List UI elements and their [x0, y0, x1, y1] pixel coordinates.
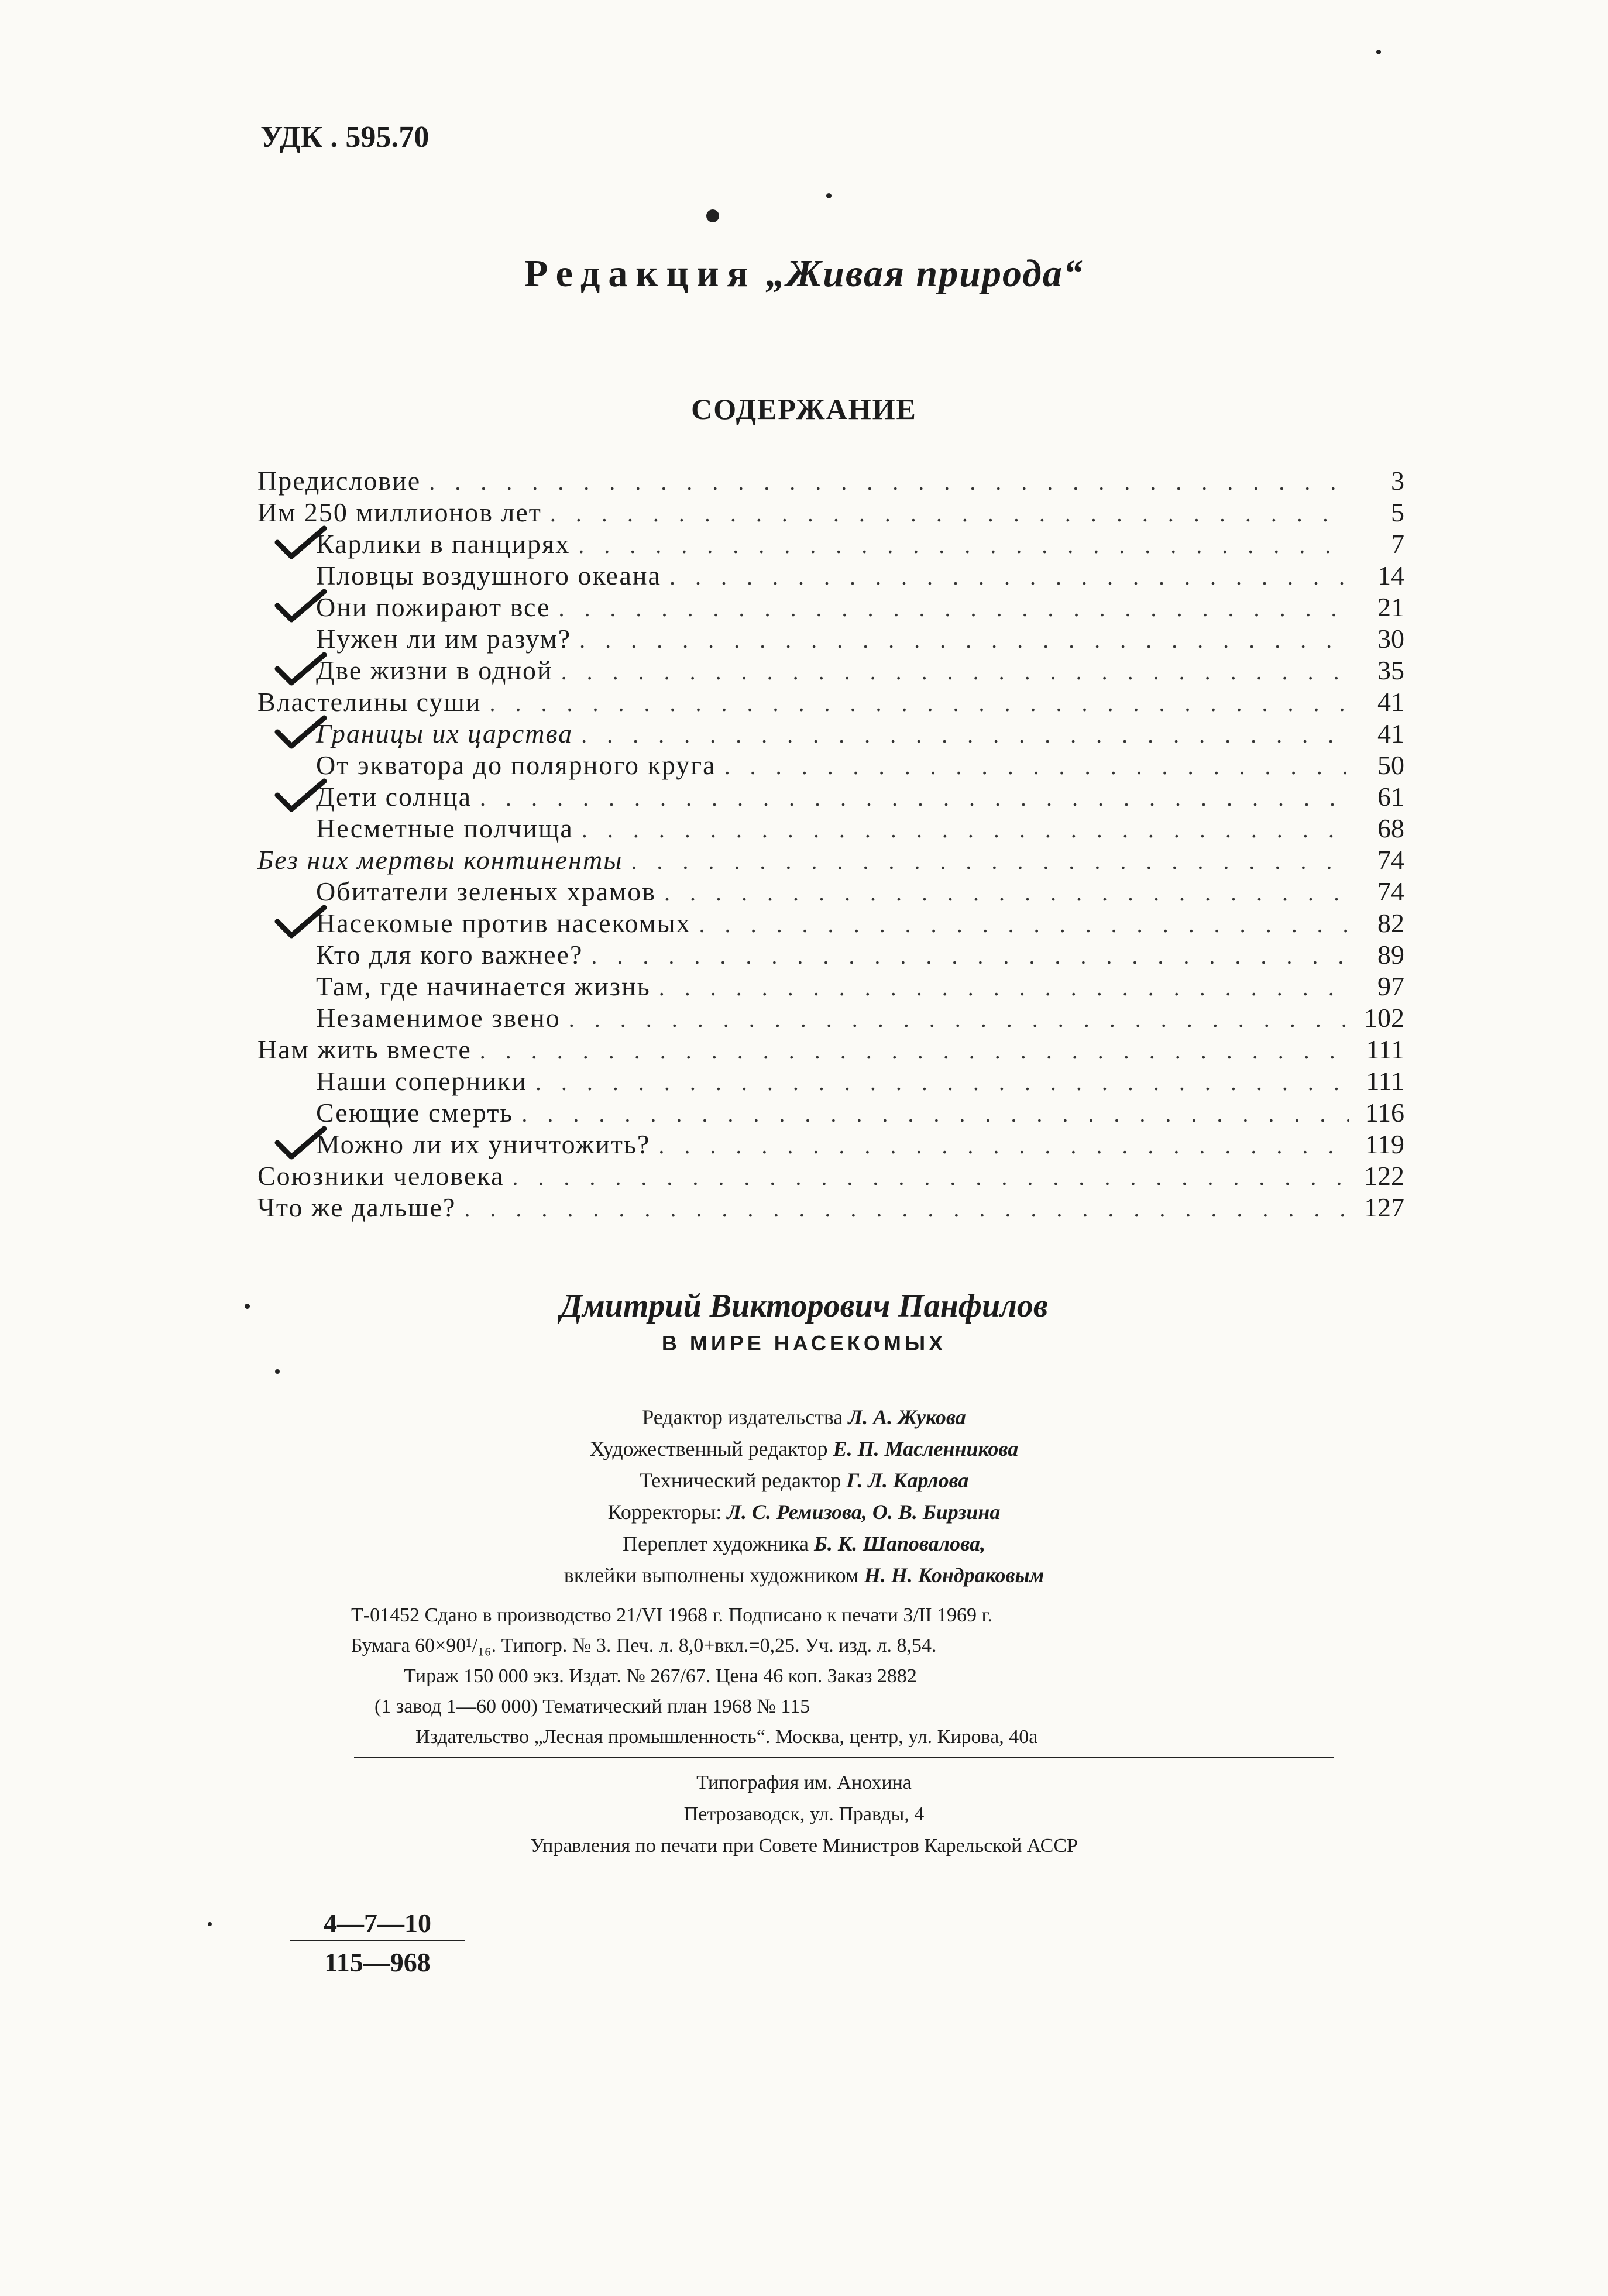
- edition-prefix: Редакция: [524, 252, 757, 295]
- toc-entry: [257, 592, 1404, 623]
- ink-speck: [208, 1922, 212, 1926]
- toc-entry-title: Предисловие: [257, 466, 421, 496]
- toc-entry-title: Границы их царства: [316, 719, 573, 748]
- toc-entry-title: Две жизни в одной: [316, 655, 553, 685]
- imprint-divider: [354, 1757, 1334, 1758]
- toc-entry: [257, 1065, 1404, 1097]
- toc-entry-page: 119: [1365, 1129, 1404, 1159]
- toc-entry: [257, 655, 1404, 686]
- toc-entry: [257, 718, 1404, 750]
- toc-entry-title: Можно ли их уничтожить?: [316, 1129, 651, 1159]
- toc-entry-title: Нам жить вместе: [257, 1034, 472, 1064]
- toc-entry: [257, 1160, 1404, 1192]
- ink-dot: [706, 209, 719, 222]
- toc-entry-page: 127: [1364, 1192, 1404, 1222]
- toc-entry: [257, 971, 1404, 1002]
- toc-entry-page: 89: [1377, 940, 1404, 970]
- toc-leader-dots: [578, 530, 1349, 561]
- credit-line: [0, 1401, 1608, 1433]
- credit-line: [0, 1433, 1608, 1465]
- table-of-contents: [257, 465, 1404, 1223]
- toc-leader-dots: [489, 688, 1349, 719]
- toc-entry-page: 74: [1377, 845, 1404, 875]
- handwritten-checkmark-icon: [274, 714, 327, 750]
- toc-entry: [257, 560, 1404, 592]
- toc-entry: [257, 623, 1404, 655]
- toc-entry: [257, 750, 1404, 781]
- toc-entry-page: 82: [1377, 908, 1404, 938]
- toc-entry-title: Обитатели зеленых храмов: [316, 877, 656, 906]
- toc-entry-page: 14: [1377, 561, 1404, 590]
- credit-role: вклейки выполнены художником: [564, 1563, 859, 1587]
- edition-heading: [0, 252, 1608, 296]
- toc-entry-title: Кто для кого важнее?: [316, 940, 583, 970]
- toc-entry-title: Наши соперники: [316, 1066, 527, 1096]
- toc-leader-dots: [429, 466, 1349, 498]
- toc-entry-page: 111: [1366, 1066, 1404, 1096]
- imprint-line: Издательство „Лесная промышленность“. Москва, центр, ул. Кирова, 40а: [415, 1726, 1038, 1748]
- toc-entry-title: Им 250 миллионов лет: [257, 497, 542, 527]
- toc-leader-dots: [561, 656, 1349, 688]
- toc-entry-title: Карлики в панцирях: [316, 529, 571, 559]
- printer-block: [0, 1767, 1608, 1862]
- toc-entry-title: Дети солнца: [316, 782, 472, 812]
- index-code: [290, 1905, 465, 1981]
- author-name: Дмитрий Викторович Панфилов: [560, 1288, 1048, 1324]
- ink-speck: [826, 193, 832, 198]
- toc-entry-title: Властелины суши: [257, 687, 482, 717]
- toc-entry-page: 68: [1377, 813, 1404, 843]
- toc-entry: [257, 1034, 1404, 1065]
- toc-leader-dots: [535, 1067, 1349, 1098]
- toc-entry: [257, 781, 1404, 813]
- toc-entry-page: 122: [1364, 1161, 1404, 1191]
- toc-entry-title: Незаменимое звено: [316, 1003, 561, 1033]
- credit-role: Художественный редактор: [589, 1437, 828, 1460]
- toc-entry-page: 97: [1377, 971, 1404, 1001]
- toc-entry-page: 3: [1391, 466, 1404, 496]
- handwritten-checkmark-icon: [274, 525, 327, 560]
- toc-entry: [257, 1097, 1404, 1129]
- toc-entry: [257, 876, 1404, 908]
- toc-leader-dots: [480, 1035, 1349, 1067]
- handwritten-checkmark-icon: [274, 904, 327, 939]
- toc-entry: [257, 844, 1404, 876]
- credit-person: Л. А. Жукова: [848, 1405, 966, 1429]
- imprint-line: Тираж 150 000 экз. Издат. № 267/67. Цена 46 коп. Заказ 2882: [404, 1665, 917, 1687]
- toc-leader-dots: [664, 877, 1349, 909]
- printer-line: Типография им. Анохина: [696, 1772, 912, 1793]
- toc-leader-dots: [480, 782, 1349, 814]
- toc-entry-title: Там, где начинается жизнь: [316, 971, 651, 1001]
- credit-line: [0, 1559, 1608, 1591]
- toc-entry: [257, 686, 1404, 718]
- toc-entry: [257, 1129, 1404, 1160]
- imprint-line: (1 завод 1—60 000) Тематический план 1968 № 115: [374, 1696, 810, 1717]
- toc-leader-dots: [669, 561, 1349, 593]
- credit-person: Л. С. Ремизова, О. В. Бирзина: [727, 1500, 1001, 1524]
- book-title: В МИРЕ НАСЕКОМЫХ: [661, 1331, 947, 1355]
- toc-entry-title: Союзники человека: [257, 1161, 504, 1191]
- credit-line: [0, 1496, 1608, 1528]
- toc-leader-dots: [658, 1130, 1349, 1161]
- index-code-denominator: 115—968: [324, 1947, 431, 1977]
- toc-leader-dots: [581, 719, 1349, 751]
- toc-entry-page: 102: [1364, 1003, 1404, 1033]
- handwritten-checkmark-icon: [274, 651, 327, 686]
- toc-entry: [257, 497, 1404, 528]
- toc-entry-page: 7: [1391, 529, 1404, 559]
- credit-person: Б. К. Шаповалова,: [814, 1532, 985, 1555]
- credit-role: Корректоры:: [607, 1500, 722, 1524]
- imprint-line: Т-01452 Сдано в производство 21/VI 1968 г. Подписано к печати 3/II 1969 г.: [351, 1604, 993, 1626]
- credit-line: [0, 1465, 1608, 1496]
- toc-entry-page: 50: [1377, 750, 1404, 780]
- toc-leader-dots: [631, 845, 1349, 877]
- imprint-line: Бумага 60×90¹/₁₆. Типогр. № 3. Печ. л. 8,0+вкл.=0,25. Уч. изд. л. 8,54.: [351, 1635, 937, 1656]
- credits-block: [0, 1401, 1608, 1591]
- toc-entry-page: 30: [1377, 624, 1404, 654]
- toc-entry-page: 61: [1377, 782, 1404, 812]
- toc-entry: [257, 939, 1404, 971]
- toc-entry-title: От экватора до полярного круга: [316, 750, 716, 780]
- toc-leader-dots: [591, 940, 1349, 972]
- toc-entry-page: 21: [1377, 592, 1404, 622]
- toc-leader-dots: [550, 498, 1349, 530]
- toc-leader-dots: [521, 1098, 1349, 1130]
- toc-entry-title: Что же дальше?: [257, 1192, 456, 1222]
- toc-leader-dots: [579, 624, 1349, 656]
- toc-title: СОДЕРЖАНИЕ: [691, 393, 917, 425]
- toc-entry: [257, 813, 1404, 844]
- credit-person: Н. Н. Кондраковым: [864, 1563, 1044, 1587]
- toc-entry-title: Без них мертвы континенты: [257, 845, 623, 875]
- toc-entry: [257, 908, 1404, 939]
- toc-leader-dots: [659, 972, 1349, 1003]
- toc-leader-dots: [724, 751, 1349, 782]
- handwritten-checkmark-icon: [274, 778, 327, 813]
- credit-line: [0, 1528, 1608, 1559]
- toc-leader-dots: [699, 909, 1349, 940]
- ink-speck: [1376, 50, 1381, 54]
- imprint-block: [351, 1600, 1334, 1752]
- toc-entry: [257, 528, 1404, 560]
- toc-leader-dots: [512, 1161, 1349, 1193]
- index-code-numerator: 4—7—10: [324, 1908, 431, 1938]
- credit-role: Редактор издательства: [642, 1405, 843, 1429]
- toc-entry-title: Они пожирают все: [316, 592, 551, 622]
- toc-entry: [257, 1002, 1404, 1034]
- udk-code: УДК . 595.70: [260, 121, 430, 154]
- toc-entry-page: 111: [1366, 1034, 1404, 1064]
- toc-leader-dots: [582, 814, 1349, 845]
- toc-entry-page: 41: [1377, 687, 1404, 717]
- toc-entry-title: Нужен ли им разум?: [316, 624, 572, 654]
- printer-line: Петрозаводск, ул. Правды, 4: [683, 1803, 925, 1825]
- toc-entry-page: 5: [1391, 497, 1404, 527]
- toc-leader-dots: [464, 1193, 1349, 1225]
- toc-entry-title: Сеющие смерть: [316, 1098, 514, 1128]
- handwritten-checkmark-icon: [274, 1125, 327, 1160]
- edition-name: „Живая природа“: [765, 252, 1084, 295]
- credit-role: Переплет художника: [622, 1532, 809, 1555]
- toc-entry-title: Насекомые против насекомых: [316, 908, 691, 938]
- toc-entry-page: 35: [1377, 655, 1404, 685]
- toc-leader-dots: [558, 593, 1349, 624]
- credit-role: Технический редактор: [639, 1469, 841, 1492]
- toc-entry-page: 116: [1365, 1098, 1404, 1128]
- toc-entry: [257, 1192, 1404, 1223]
- ink-speck: [275, 1369, 280, 1374]
- credit-person: Г. Л. Карлова: [846, 1469, 969, 1492]
- toc-entry-page: 41: [1377, 719, 1404, 748]
- toc-entry: [257, 465, 1404, 497]
- credit-person: Е. П. Масленникова: [833, 1437, 1019, 1460]
- toc-leader-dots: [569, 1003, 1349, 1035]
- printer-line: Управления по печати при Совете Министров Карельской АССР: [530, 1835, 1078, 1857]
- handwritten-checkmark-icon: [274, 588, 327, 623]
- toc-entry-title: Пловцы воздушного океана: [316, 561, 661, 590]
- toc-entry-title: Несметные полчища: [316, 813, 573, 843]
- toc-entry-page: 74: [1377, 877, 1404, 906]
